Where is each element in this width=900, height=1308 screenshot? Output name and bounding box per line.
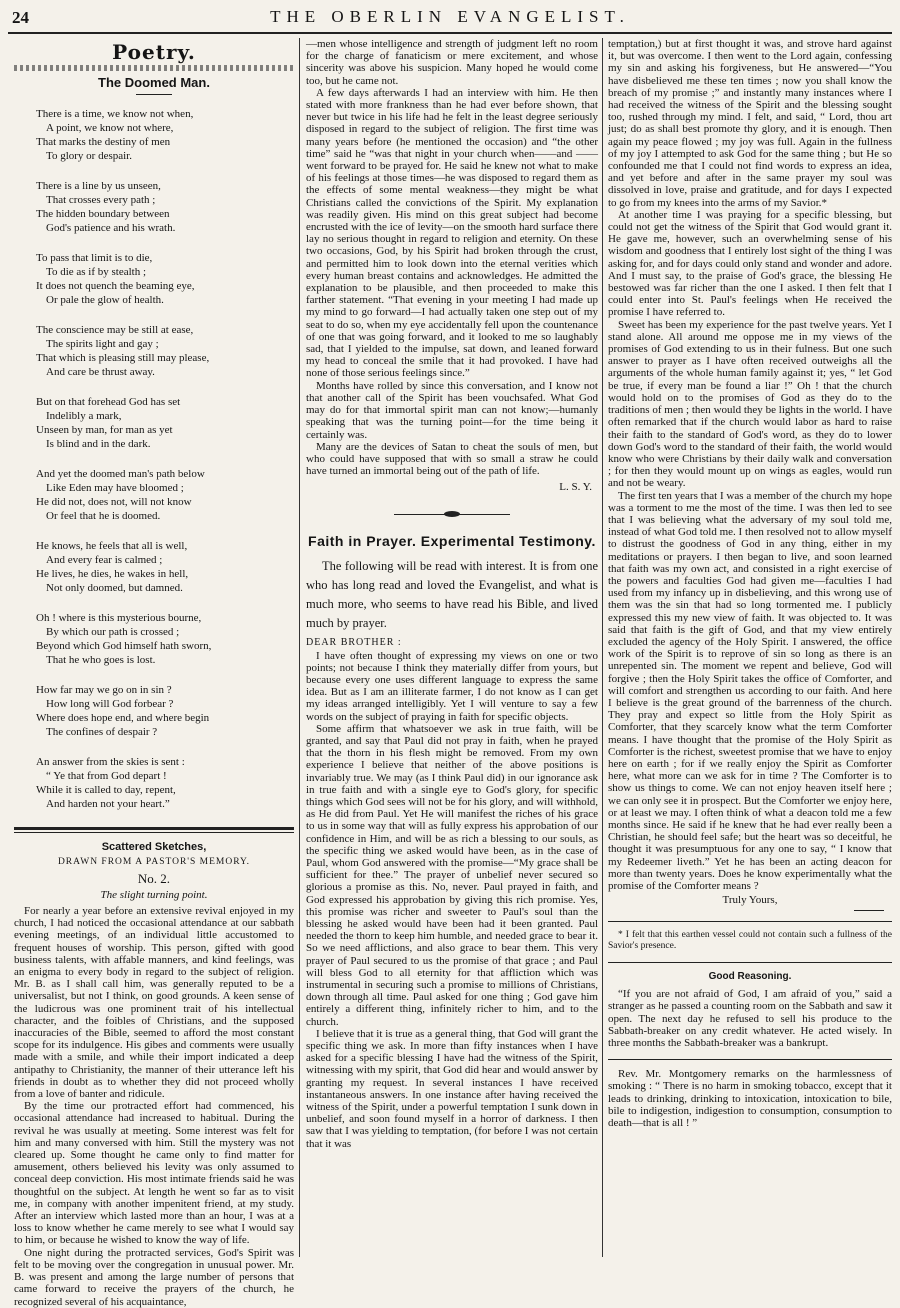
- poem-line: While it is called to day, repent,: [36, 784, 176, 796]
- faith-paragraph: I have often thought of expressing my views on one or two points; not because I think they materially differ from yours, but because every one uses different language to express the same idea. But as I am an illiterate farmer, I do not know as I can get my ideas arranged intelligibly. Yet I will venture to say a few words on the subject of praying in faith for specific objects.: [306, 649, 598, 723]
- masthead: [8, 6, 892, 34]
- column-1: [14, 38, 294, 1308]
- poem-title: The Doomed Man.: [98, 75, 210, 90]
- poem-line: To glory or despair.: [46, 150, 132, 162]
- faith-paragraph: At another time I was praying for a specific blessing, but could not get the witness of the Spirit that God would grant it. He gave me, however, such an overwhelming sense of his wisdom and goodness that I entirely lost sight of the thing I was asking for, and for days could only stand and wonder and adore. And I must say, to the praise of God's grace, the blessing He bestowed was far richer than the one I asked. I then felt that I could enter into St. Paul's feelings when He received the promise I have referred to.: [608, 208, 892, 319]
- sketch-paragraph: A few days afterwards I had an interview with him. He then stated with more frankness than he had ever before shown, that never but twice in his life had he felt in the least degree seriously disposed in regard to the subject of religion. The first time was many years before (he mentioned the occasion) and “the other time” said he “was that night in your church when——and ——went forward to be prayed for. He said he knew not what to make of his feelings at those times—he was disposed to regard them as the effects of some mental weakness—they might be what Christians called the convictions of the Spirit. My explanation was readily given. His mind on this great subject had become encrusted with the ice of levity—on the smooth hard surface there lay no serious thought in regard to religion and eternity. On these two occasions, God, by his Spirit had broken through the crust, and permitted him to look down into the eternal verities which every human breast contains and acknowledges. He admitted the explanation to be plausible, and then proceeded to make this farther statement. “That evening in your meeting I had made up my mind to go forward—I had actually taken one step out of my seat to do so, when my eye accidentally fell upon the countenance of one that was going forward, and it looked to me so laughably sad, that I yielded to the impulse, sat down, and leaned forward my head to conceal the smile that it had provoked. I have had none of those serious feelings since.”: [306, 86, 598, 380]
- poem-stanza: [14, 323, 294, 379]
- faith-paragraph: Sweet has been my experience for the past twelve years. Yet I stand alone. All around me oppose me in my views of the promises of God extending to us in their fulness. But one such answer to prayer as I have often received outweighs all the arguments of the whole human family against it; yes, “ let God be true, if every man be found a liar !” Oh ! that the church would hold on to the promises of God as they do to the traditions of men ; then would they be lights in the world. I have often remarked that if the church would labor as hard to raise their faith to the standard of God's word, as they do to lower down God's word to the standard of their faith, the world would know who were Christians by their daily walk and conversation ; for then they would mount up on wings as eagles, would run and not be weary.: [608, 318, 892, 490]
- montgomery-text: Rev. Mr. Montgomery remarks on the harmlessness of smoking : “ There is no harm in smoking tobacco, except that it leads to drinking, drinking to intoxication, intoxication to bile, bile to indigestion, indigestion to consumption, consumption to death—that is all ! ”: [608, 1068, 892, 1130]
- poem-line: God's patience and his wrath.: [46, 222, 176, 234]
- poem-line: It does not quench the beaming eye,: [36, 280, 195, 292]
- poem-line: Is blind and in the dark.: [46, 438, 151, 450]
- poem-stanza: [14, 251, 294, 307]
- faith-paragraph: I believe that it is true as a general thing, that God will grant the specific thing we ask. In more than fifty instances when I have asked for a specific blessing I have had the witness of the Spirit, witnessing with my spirit, that God did hear and would answer by granting my request. In several instances I have received instantaneous answers. In one instance after having received the witness of the Spirit, under a powerful temptation I sunk down in unbelief, and soon found myself in a horror of darkness. I then saw that I was yielding to temptation, (for before I was not certain that it was: [306, 1027, 598, 1150]
- faith-intro: [306, 557, 598, 633]
- faith-intro-text: The following will be read with interest. It is from one who has long read and loved the Evangelist, and what is much more, who seems to have read his Bible, and lived much by prayer.: [306, 559, 598, 631]
- good-reasoning-text: “If you are not afraid of God, I am afraid of you,” said a stranger as he passed a counting room on the Sabbath and saw it open. The next day he refused to sell his produce to the Sabbath-breaker on any credit whatever. He acted wisely. In three months the Sabbath-breaker was a bankrupt.: [608, 988, 892, 1050]
- ornament-divider: [306, 509, 598, 519]
- poem-line: The confines of despair ?: [46, 726, 158, 738]
- sketch-paragraph: Months have rolled by since this conversation, and I know not that another call of the Spirit has been vouchsafed. What God may do for that immortal spirit man can not know;—humanly speaking that was the turning point—for the time being it certainly was.: [306, 379, 598, 441]
- column-3: [608, 38, 892, 1257]
- poem-line: Or feel that he is doomed.: [46, 510, 161, 522]
- poem-line: That he who goes is lost.: [46, 654, 156, 666]
- poem-line: Or pale the glow of health.: [46, 294, 164, 306]
- page-number: 24: [12, 8, 29, 27]
- sketch-paragraph: One night during the protracted services, God's Spirit was felt to be moving over the congregation in unusual power. Mr. B. was present and among the large number of persons that came forward to receive the prayers of the church, he recognized several of his acquaintance,: [14, 1246, 294, 1308]
- section-divider: [608, 962, 892, 963]
- sketches-chapter-title: The slight turning point.: [100, 889, 208, 901]
- poem-line: Unseen by man, for man as yet: [36, 424, 173, 436]
- poem-line: And care be thrust away.: [46, 366, 155, 378]
- poem-line: Beyond which God himself hath sworn,: [36, 640, 212, 652]
- faith-paragraph: The first ten years that I was a member of the church my hope was a torment to me the most of the time. I was then led to see that I was believing what the adversary of my soul told me, instead of what God told me. I then resolved not to allow myself to distrust the goodness of God in any thing, either in my meditations or prayers. I then began to live, and soon learned that faith was my own act, and consisted in a right exercise of the powers and faculties God had given me—faculties I had used from my infancy up in disbelieving, and this wrong use of them was the sin that had so long tormented me. I publicly expressed this my new view of faith. It was objected to. It was said that faith is the gift of God, and that my view entirely excluded the agency of the Holy Spirit. I answered, the office work of the Spirit is to reprove of sin so long as there is an unrepented sin. The moment we repent and believe, God will forgive ; then the Holy Spirit takes the office of Comforter, and will comfort and strengthen us according to our faith. And here I believe is the great ground of the barrenness of the church. They pray and expect so little from the Holy Spirit as Comforter, that they scarcely know what the term Comforter means. I have thought that the promise of the Holy Spirit as Comforter is the richest, sweetest promise that we have to enjoy here on earth ; for if we really enjoy the Spirit as Comforter here, what more can we ask for in time ? The Comforter is to show us things to come. We can not enjoy heaven itself here ; we can only see it in prospect. But the Comforter we enjoy here, or at least we may. I often think of what a deacon told me a few months since. He said if he knew that he had ever really been a Christian, he should feel safe; but the heart was so deceitful, he thought it was presumptuous for any one to say, “ I know that my Redeemer liveth.” Yet he has been an acting deacon for more than twenty years. Does he know experimentally what the promise of the Comforter means ?: [608, 489, 892, 893]
- poem-line: To die as if by stealth ;: [46, 266, 147, 278]
- poem-line: He lives, he dies, he wakes in hell,: [36, 568, 189, 580]
- faith-paragraph: temptation,) but at first thought it was, and strove hard against it, but was overcome. I then went to the Lord again, confessing my sin and asking his forgiveness, but He answered—“You have disbelieved me these ten times ; now you shall know the breach of my promise ;” and instantly many instances where I had received the witness of the Spirit and the blessing sought too, rushed through my mind. I felt, and said, “ Lord, thou art just; do as shall best promote thy glory, and it is enough. Then again my peace flowed ; my joy was full. Again in the fullness of my joy I attempted to ask God for the same thing ; but He so confounded me that I could not find words to express an idea, and yet before and after in the same prayer my soul was dissolved in love, praise and gratitude, and for days I expected to go from my knees into the arms of my Savior.*: [608, 38, 892, 209]
- salutation: DEAR BROTHER :: [306, 637, 402, 649]
- poem-line: An answer from the skies is sent :: [36, 756, 185, 768]
- poem-line: Not only doomed, but damned.: [46, 582, 183, 594]
- poem-line: That crosses every path ;: [46, 194, 156, 206]
- poem-stanza: [14, 683, 294, 739]
- poem-line: He knows, he feels that all is well,: [36, 540, 188, 552]
- newspaper-title: THE OBERLIN EVANGELIST.: [270, 7, 630, 26]
- faith-article-title: Faith in Prayer. Experimental Testimony.: [308, 533, 596, 550]
- poetry-heading: Poetry.: [112, 40, 196, 64]
- poem-line: The hidden boundary between: [36, 208, 170, 220]
- closing: Truly Yours,: [722, 894, 778, 907]
- poem-stanza: [14, 755, 294, 811]
- sketch-paragraph: By the time our protracted effort had commenced, his occasional attendance had increased to habitual. During the revival he was usually at meeting. Some interest was felt for him and many conversed with him. Still the mystery was not cleared up. Some thought he came only to find matter for amusement, others believed his levity was only assumed to conceal deep conviction. His most intimate friends said he was thoughtful on the subject. At length he went so far as to visit me, in company with another impenitent friend, at my study. After an interview which lasted more than an hour, I was at a loss to know whether he came merely to see what I would say to him, or because he wished to know the way of life.: [14, 1100, 294, 1247]
- poem-line: How long will God forbear ?: [46, 698, 174, 710]
- poem-stanza: [14, 611, 294, 667]
- poem-line: He did not, does not, will not know: [36, 496, 192, 508]
- sketch-paragraph: —men whose intelligence and strength of judgment left no room for the charge of fanaticism or mere excitement, and whose sincerity was above his suspicion. Many hoped he would come too, but he came not.: [306, 38, 598, 87]
- columns: [8, 38, 892, 1308]
- poem-stanza: [14, 467, 294, 523]
- poem-stanza: [14, 539, 294, 595]
- wavy-divider: [14, 65, 294, 71]
- sketches-number: No. 2.: [137, 871, 171, 886]
- poem-line: The spirits light and gay ;: [46, 338, 159, 350]
- poem-stanza: [14, 179, 294, 235]
- poem-line: That which is pleasing still may please,: [36, 352, 210, 364]
- good-reasoning-title: Good Reasoning.: [708, 971, 792, 983]
- footnote: [608, 930, 892, 952]
- poem-line: The conscience may be still at ease,: [36, 324, 194, 336]
- poem-line: To pass that limit is to die,: [36, 252, 153, 264]
- poem-line: And harden not your heart.”: [46, 798, 170, 810]
- footnote-divider: [608, 921, 892, 922]
- poem-body: [14, 107, 294, 811]
- poem-line: How far may we go on in sin ?: [36, 684, 172, 696]
- poem-line: And every fear is calmed ;: [46, 554, 163, 566]
- poem-line: There is a line by us unseen,: [36, 180, 161, 192]
- footnote-text: * I felt that this earthen vessel could not contain such a fullness of the Savior's presence.: [608, 930, 892, 952]
- poem-line: Oh ! where is this mysterious bourne,: [36, 612, 202, 624]
- poem-line: Indelibly a mark,: [46, 410, 122, 422]
- sketches-title: Scattered Sketches,: [101, 841, 207, 853]
- poem-line: “ Ye that from God depart !: [46, 770, 167, 782]
- column-divider: [602, 38, 603, 1257]
- title-rule: [136, 94, 172, 95]
- poem-line: And yet the doomed man's path below: [36, 468, 205, 480]
- poem-line: Like Eden may have bloomed ;: [46, 482, 184, 494]
- poem-line: A point, we know not where,: [46, 122, 174, 134]
- closing-rule: [854, 910, 884, 911]
- signature: L. S. Y.: [559, 481, 592, 494]
- poem-line: But on that forehead God has set: [36, 396, 181, 408]
- poem-line: By which our path is crossed ;: [46, 626, 180, 638]
- column-divider: [299, 38, 300, 1257]
- section-divider: [608, 1059, 892, 1060]
- poem-line: Where does hope end, and where begin: [36, 712, 210, 724]
- sketches-subtitle: DRAWN FROM A PASTOR'S MEMORY.: [57, 857, 251, 867]
- section-divider: [14, 827, 294, 833]
- sketch-paragraph: Many are the devices of Satan to cheat the souls of men, but who could have supposed that with so small a straw he could have turned an immortal being out of the path of life.: [306, 440, 598, 478]
- sketch-paragraph: For nearly a year before an extensive revival enjoyed in my church, I had noticed the occasional attendance at our sabbath evening meetings, of an individual little accustomed to frequent houses of worship. This person, gifted with good business talents, with affable manners, and kind feelings, was an enigma to every body in regard to the subject of religion. Mr. B. as I shall call him, was generally reputed to be a universalist, but not I think, on good grounds. A keen sense of the ludicrous was one prominent trait of his intellectual character, and the foibles of Christians, and the supposed inaccuracies of the Bible, seemed to afford the most constant scope for its indulgence. His gibes and comments were usually made with a smile, and while their import indicated a deep antipathy to Christianity, the manner of their utterance left his friends in doubt as to whether they did not proceed wholly from a love of banter and ridicule.: [14, 905, 294, 1101]
- poem-stanza: [14, 395, 294, 451]
- poem-stanza: [14, 107, 294, 163]
- poem-line: There is a time, we know not when,: [36, 108, 194, 120]
- poem-line: That marks the destiny of men: [36, 136, 171, 148]
- column-2: [306, 38, 598, 1257]
- faith-paragraph: Some affirm that whatsoever we ask in true faith, will be granted, and say that Paul did not pray in faith, when he prayed that the thorn in his flesh might be removed. From my own experience I believe that neither of the above positions is invariably true. We may (as I think Paul did) in our ignorance ask in true faith and with a single eye to God's glory, for specific things which God sees will not be for his glory, and will withhold, as He did from Paul. Yet He will manifest the riches of his grace to us in some way that will as fully express his approbation of our confidence in Him, and will be as rich a blessing to our souls, as the specific thing we asked would have been, as in the case of Paul, whom God answered with the promise—“My grace shall be sufficient for thee.” The prayer of unbelief never secured so glorious a promise as this. No, never. Paul prayed in faith, and God expressed his approbation by giving this rich promise. Yes, this promise was richer and sweeter to Paul's soul than the blessing he asked would have been had it been granted. Paul needed the thorn to keep him humble, and needed grace to bear it. So we need afflictions, and also grace to bear them. This very prayer of Paul secured to us the promise of that grace ; and Paul will bless God to all eternity for that affliction which was instrumental in securing such a promise to millions of Christians, down through all time. Paul asked for one thing ; God gave him entirely a different thing, infinitely richer to him, and to the church.: [306, 722, 598, 1028]
